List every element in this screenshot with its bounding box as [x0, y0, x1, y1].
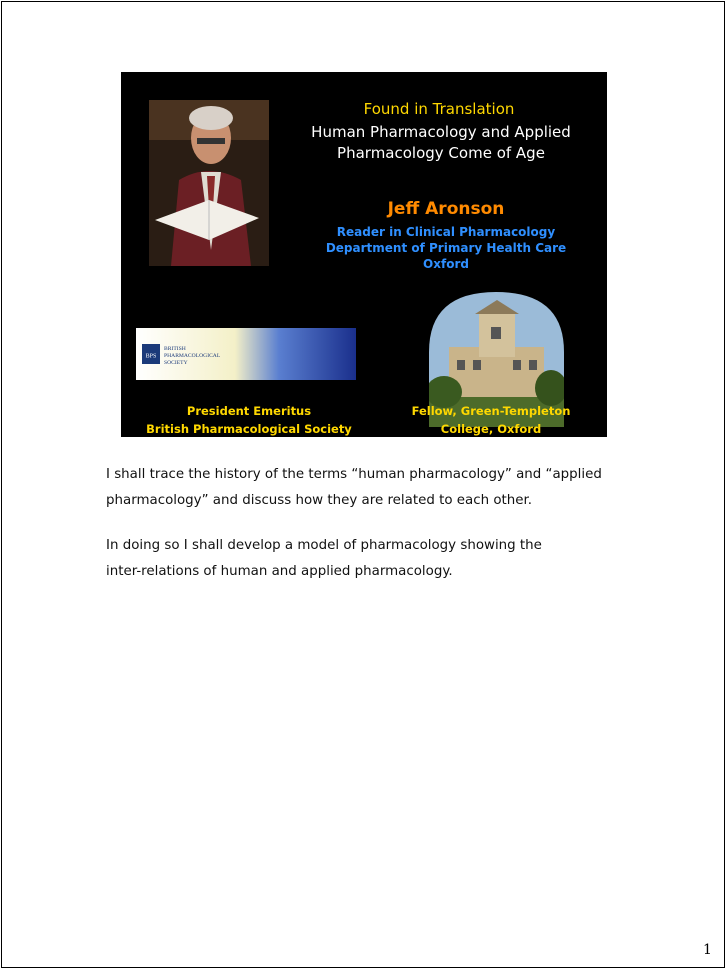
caption-line: President Emeritus [186, 404, 312, 418]
slide-affiliation [291, 224, 601, 272]
page-number: 1 [703, 942, 712, 958]
caption-left [139, 402, 359, 437]
slide-author: Jeff Aronson [387, 199, 505, 219]
bps-line: BRITISH [164, 346, 186, 352]
note-line: pharmacology” and discuss how they are related to each other. [106, 493, 533, 508]
bps-line: PHARMACOLOGICAL [164, 353, 221, 359]
note-line: I shall trace the history of the terms “human pharmacology” and “applied [106, 467, 602, 482]
slide-subtitle: Human Pharmacology and Applied Pharmacology Come of Age [311, 123, 571, 162]
affiliation-line: Oxford [423, 257, 469, 271]
note-line: In doing so I shall develop a model of pharmacology showing the [106, 538, 542, 553]
speaker-notes [106, 462, 666, 604]
slide-thumbnail [121, 72, 607, 437]
portrait-photo [149, 100, 269, 266]
slide-title: Found in Translation [363, 100, 515, 118]
caption-line: British Pharmacological Society [146, 422, 352, 436]
caption-right [391, 402, 591, 437]
affiliation-line: Reader in Clinical Pharmacology [336, 225, 556, 239]
bps-logo [136, 328, 356, 380]
note-paragraph [106, 533, 666, 585]
bps-line: SOCIETY [164, 360, 188, 366]
caption-line: Fellow, Green-Templeton [411, 404, 571, 418]
note-line: inter-relations of human and applied pharmacology. [106, 564, 453, 579]
note-paragraph [106, 462, 666, 514]
bps-abbr: BPS [145, 353, 157, 360]
caption-line: College, Oxford [440, 422, 542, 436]
affiliation-line: Department of Primary Health Care [325, 241, 567, 255]
